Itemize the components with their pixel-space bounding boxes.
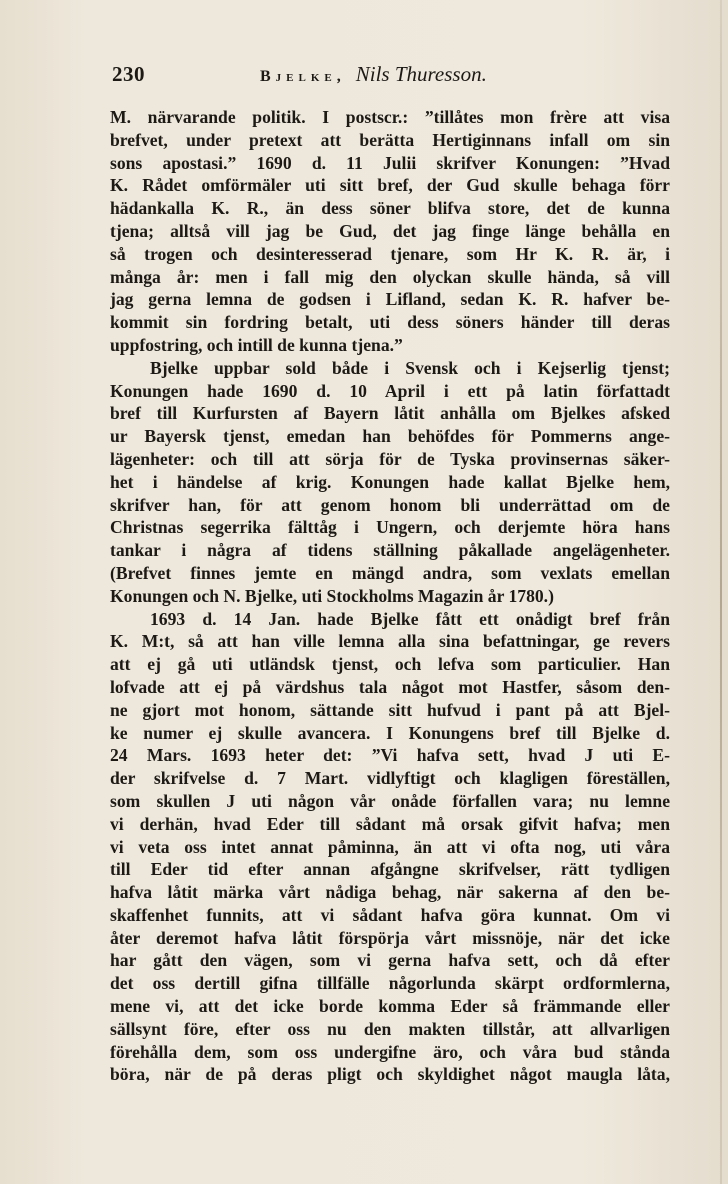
text-line: sällsynt före, efter oss nu den makten tillstår, att allvarligen — [110, 1018, 670, 1039]
text-line: sons apostasi.” 1690 d. 11 Julii skrifver Konungen: ”Hvad — [110, 152, 670, 173]
text-line: K. Rådet omförmäler uti sitt bref, der Gud skulle behaga förr — [110, 175, 670, 196]
text-line: K. M:t, så att han ville lemna alla sina befattningar, ge revers — [110, 631, 670, 652]
page-number: 230 — [112, 62, 145, 86]
text-line: böra, när de på deras pligt och skyldighet något maugla låta, — [110, 1064, 670, 1085]
running-head — [260, 62, 487, 87]
text-line: mene vi, att det icke borde komma Eder så främmande eller — [110, 996, 670, 1017]
text-line: som skullen J uti någon vår onåde förfallen vara; nu lemne — [110, 790, 670, 811]
text-line: hafva låtit märka vårt nådiga behag, när sakerna af den be- — [110, 882, 670, 903]
text-line: Konungen och N. Bjelke, uti Stockholms Magazin år 1780.) — [110, 585, 554, 606]
text-line: vi derhän, hvad Eder till sådant må orsak gifvit hafva; men — [110, 813, 670, 834]
text-line: Bjelke uppbar sold både i Svensk och i Kejserlig tjenst; — [150, 357, 670, 378]
text-line: att ej gå uti utländsk tjenst, och lefva som particulier. Han — [110, 654, 670, 675]
text-line: många år: men i fall mig den olyckan skulle hända, så vill — [110, 266, 670, 287]
text-line: tjena; alltså vill jag be Gud, det jag finge länge behålla en — [110, 220, 670, 241]
text-line: het i händelse af krig. Konungen hade kallat Bjelke hem, — [110, 471, 670, 492]
running-head-subtitle: Nils Thuresson. — [355, 62, 487, 86]
text-line: Christnas segerrika fälttåg i Ungern, och derjemte höra hans — [110, 517, 670, 538]
text-line: jag gerna lemna de godsen i Lifland, sedan K. R. hafver be- — [110, 289, 670, 310]
text-line: hädankalla K. R., än dess söner blifva store, det de kunna — [110, 198, 670, 219]
text-line: ke numer ej skulle avancera. I Konungens bref till Bjelke d. — [110, 722, 670, 743]
text-line: ur Bayersk tjenst, emedan han behöfdes för Pommerns ange- — [110, 426, 670, 447]
text-line: M. närvarande politik. I postscr.: ”tillåtes mon frère att visa — [110, 107, 670, 127]
text-line: (Brefvet finnes jemte en mängd andra, som vexlats emellan — [110, 562, 670, 583]
text-line: vi veta oss intet annat påminna, än att vi ofta nog, uti våra — [110, 836, 670, 857]
page-header — [112, 62, 672, 92]
text-line: 1693 d. 14 Jan. hade Bjelke fått ett onådigt bref från — [150, 608, 670, 629]
text-line: tankar i några af tidens ställning påkallade angelägenheter. — [110, 540, 670, 561]
text-line: lofvade att ej på värdshus tala något mot Hastfer, såsom den- — [110, 676, 670, 697]
text-line: åter deremot hafva låtit förspörja vårt missnöje, när det icke — [110, 927, 670, 948]
text-line: så trogen och desinteresserad tjenare, som Hr K. R. är, i — [110, 243, 670, 264]
text-line: Konungen hade 1690 d. 10 April i ett på latin författadt — [110, 380, 670, 401]
text-line: det oss dertill gifna tillfälle någorlunda skärpt ordformlerna, — [110, 973, 670, 994]
text-line: der skrifvelse d. 7 Mart. vidlyftigt och klagligen föreställen, — [110, 768, 670, 789]
running-head-name: Bjelke, — [260, 68, 346, 85]
body-text — [110, 106, 670, 1086]
text-line: 24 Mars. 1693 heter det: ”Vi hafva sett, hvad J uti E- — [110, 745, 670, 766]
text-line: skrifver han, för att genom honom bli underrättad om de — [110, 494, 670, 515]
text-line: skaffenhet funnits, att vi sådant hafva göra kunnat. Om vi — [110, 904, 670, 925]
text-line: har gått den vägen, som vi gerna hafva sett, och då efter — [110, 950, 670, 971]
text-line: lägenheter: och till att sörja för de Tyska provinsernas säker- — [110, 448, 670, 469]
text-line: uppfostring, och intill de kunna tjena.” — [110, 334, 403, 355]
page-edge — [720, 0, 722, 1184]
text-line: brefvet, under pretext att berätta Hertiginnans infall om sin — [110, 129, 670, 150]
text-line: ne gjort mot honom, sättande sitt hufvud i pant på att Bjel- — [110, 699, 670, 720]
text-line: bref till Kurfursten af Bayern låtit anhålla om Bjelkes afsked — [110, 403, 670, 424]
text-line: förehålla dem, som oss undergifne äro, och våra bud stånda — [110, 1041, 670, 1062]
text-line: till Eder tid efter annan afgångne skrifvelser, rätt tydligen — [110, 859, 670, 880]
text-line: kommit sin fordring betalt, uti dess söners händer till deras — [110, 312, 670, 333]
